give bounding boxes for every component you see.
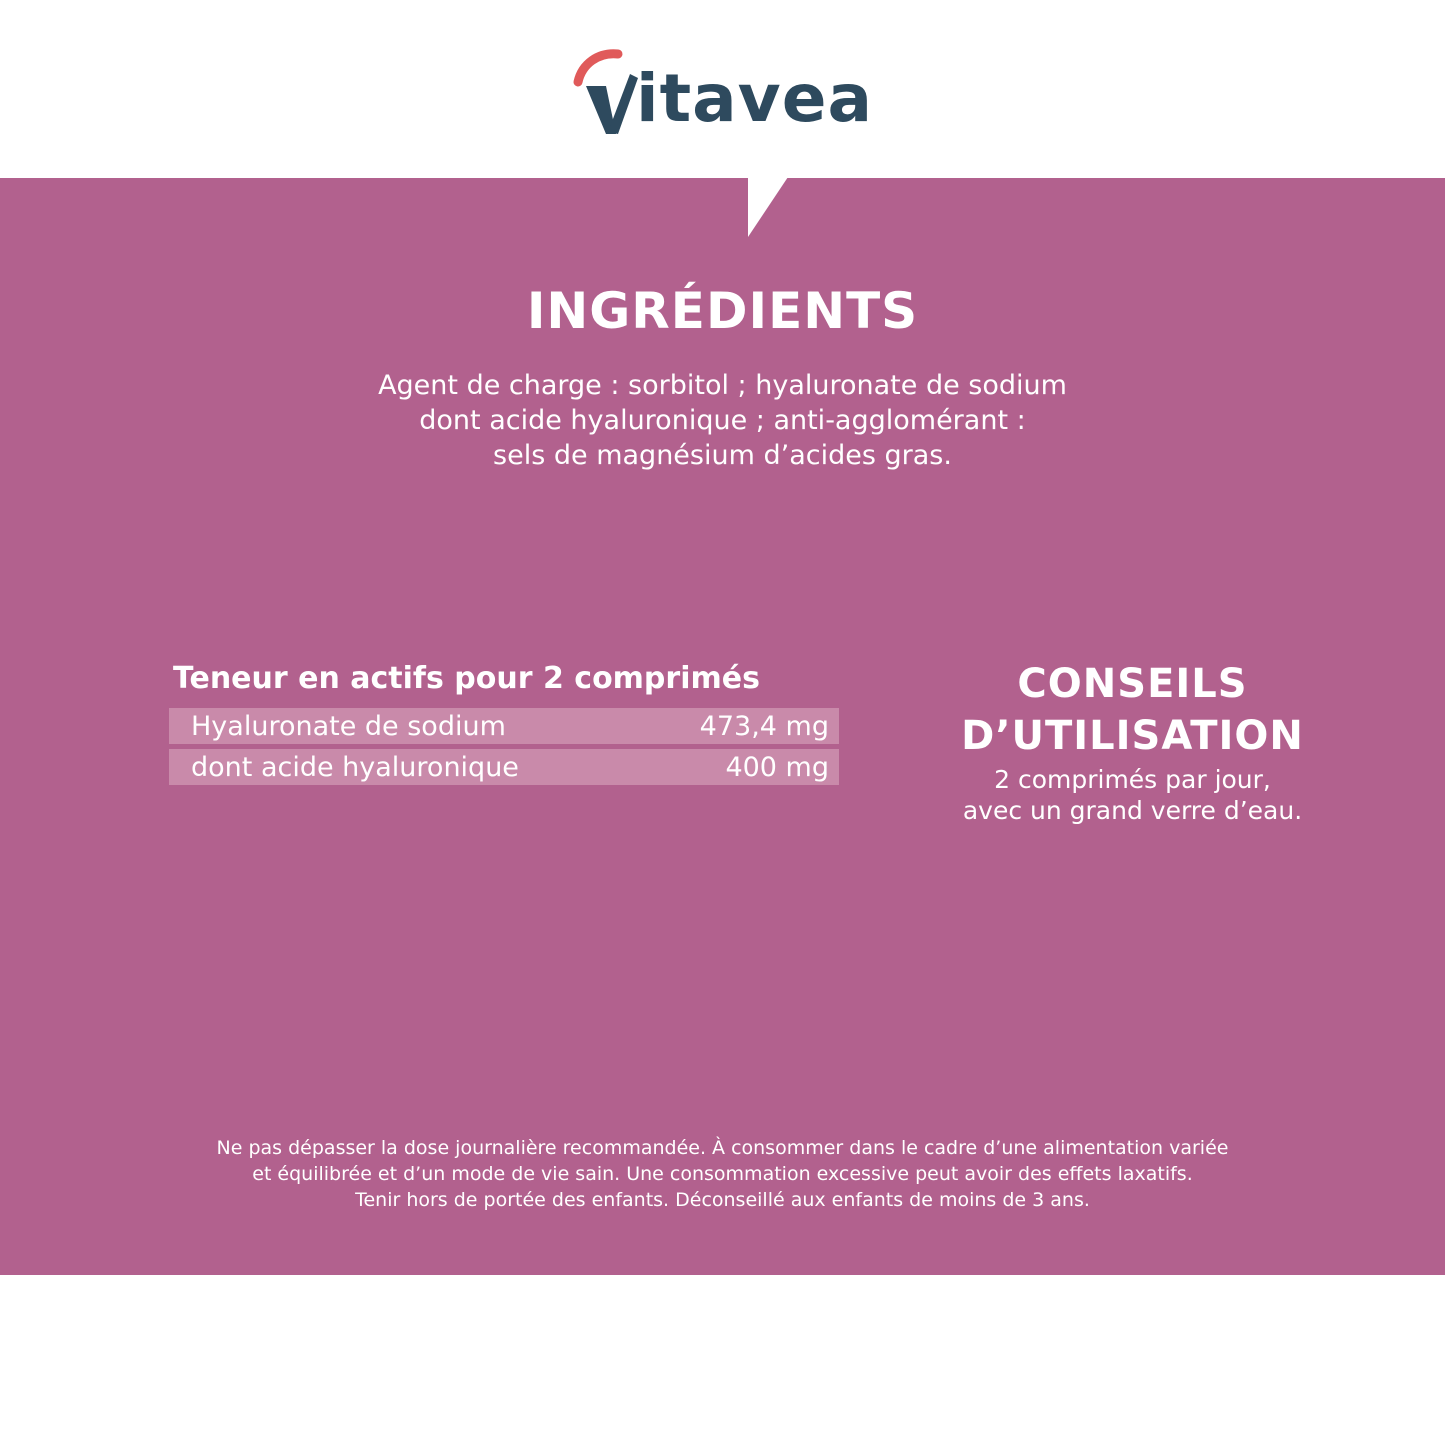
- disclaimer-line: Ne pas dépasser la dose journalière recommandée. À consommer dans le cadre d’une alimentation variée: [216, 1137, 1229, 1159]
- disclaimer-line: et équilibrée et d’un mode de vie sain. Une consommation excessive peut avoir des effets laxatifs.: [252, 1163, 1193, 1185]
- content-panel: [0, 178, 1445, 1275]
- ingredients-line: sels de magnésium d’acides gras.: [493, 440, 952, 471]
- table-row: [169, 749, 839, 785]
- usage-advice: [900, 658, 1365, 826]
- logo-wrapper: [572, 40, 873, 140]
- logo-wordmark: itavea: [635, 60, 874, 137]
- active-amount: 400 mg: [725, 751, 829, 783]
- usage-text: [900, 764, 1365, 826]
- usage-title: [900, 658, 1365, 762]
- ingredients-line: Agent de charge : sorbitol ; hyaluronate de sodium: [378, 370, 1067, 401]
- usage-title-line: D’UTILISATION: [961, 713, 1304, 759]
- usage-title-line: CONSEILS: [1017, 661, 1248, 707]
- active-name: dont acide hyaluronique: [191, 751, 519, 783]
- brand-logo: [0, 40, 1445, 140]
- actives-title: Teneur en actifs pour 2 comprimés: [173, 661, 760, 696]
- usage-text-line: avec un grand verre d’eau.: [962, 796, 1303, 825]
- disclaimer-line: Tenir hors de portée des enfants. Déconseillé aux enfants de moins de 3 ans.: [355, 1189, 1090, 1211]
- ingredients-list: [0, 368, 1445, 473]
- ingredients-title: INGRÉDIENTS: [526, 282, 919, 340]
- table-row: [169, 708, 839, 744]
- active-amount: 473,4 mg: [699, 710, 829, 742]
- disclaimer: [0, 1135, 1445, 1213]
- speech-notch: [720, 177, 790, 237]
- usage-text-line: 2 comprimés par jour,: [994, 765, 1271, 794]
- active-name: Hyaluronate de sodium: [191, 710, 506, 742]
- actives-table: [169, 661, 839, 790]
- vitavea-v-mark-icon: [572, 44, 642, 140]
- ingredients-line: dont acide hyaluronique ; anti-agglomérant :: [419, 405, 1026, 436]
